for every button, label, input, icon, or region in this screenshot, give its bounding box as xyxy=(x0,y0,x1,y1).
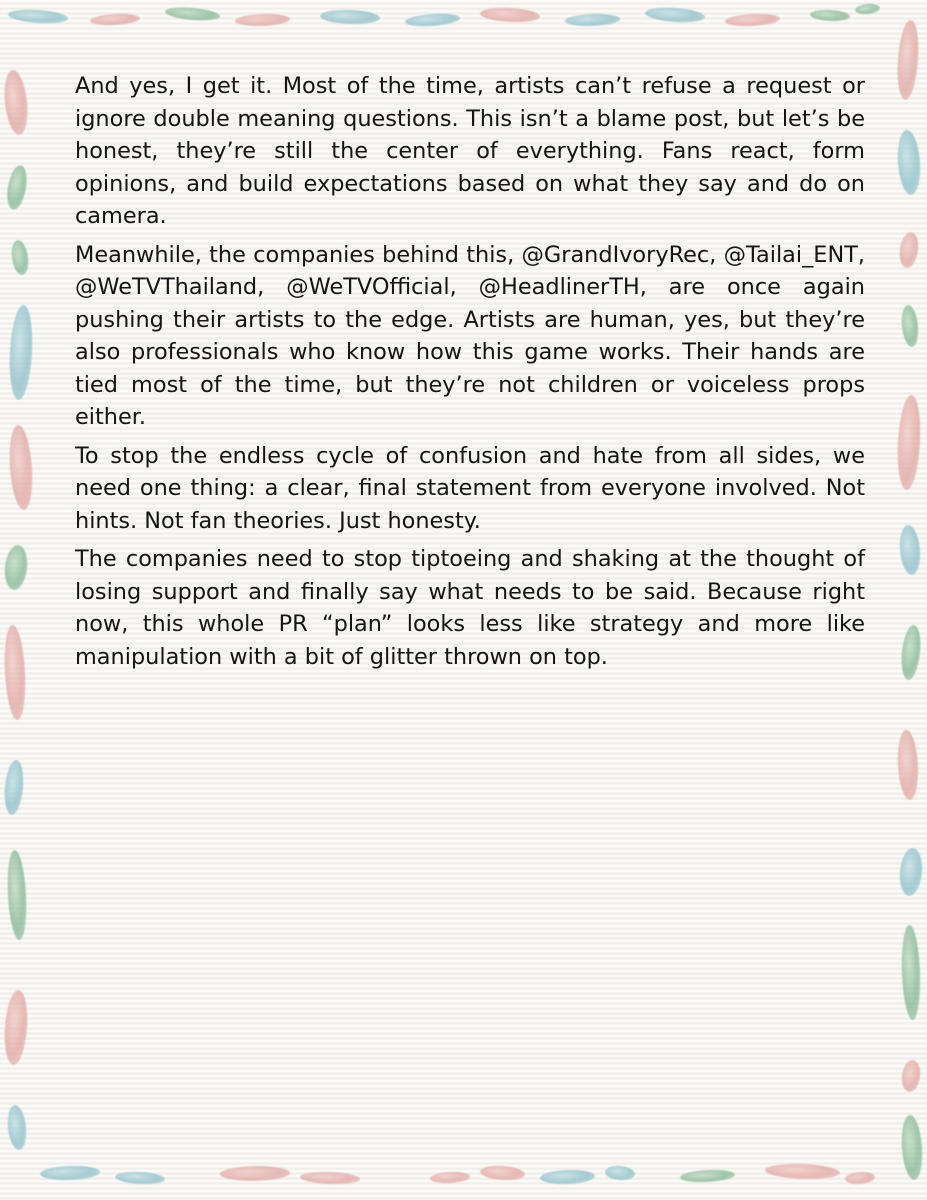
watercolor-stroke xyxy=(10,239,31,276)
watercolor-stroke xyxy=(725,13,781,28)
watercolor-stroke xyxy=(2,69,31,136)
watercolor-stroke xyxy=(896,394,923,490)
paragraph-2: Meanwhile, the companies behind this, @GrandIvoryRec, @Tailai_ENT, @WeTVThailand, @WeTVOfficial, @HeadlinerTH, are once again pushing their artists to the edge. Artists are human, yes, but they’re also professionals who know how this game works. Their hands are tied most of the time, but they’re not children or voiceless props either. xyxy=(75,241,865,430)
watercolor-stroke xyxy=(645,6,706,24)
watercolor-stroke xyxy=(855,3,881,15)
watercolor-stroke xyxy=(6,1104,29,1151)
watercolor-stroke xyxy=(900,1059,922,1093)
watercolor-stroke xyxy=(6,850,29,941)
watercolor-stroke xyxy=(896,730,920,801)
watercolor-stroke xyxy=(900,1114,924,1180)
watercolor-stroke xyxy=(220,1165,290,1181)
watercolor-stroke xyxy=(565,13,620,27)
watercolor-stroke xyxy=(115,1171,166,1186)
watercolor-stroke xyxy=(8,304,35,400)
watercolor-stroke xyxy=(898,847,924,897)
watercolor-stroke xyxy=(900,925,921,1021)
watercolor-stroke xyxy=(898,524,922,576)
watercolor-stroke xyxy=(540,1169,595,1185)
watercolor-stroke xyxy=(845,1171,876,1185)
watercolor-stroke xyxy=(3,625,28,721)
watercolor-stroke xyxy=(300,1171,360,1185)
watercolor-stroke xyxy=(895,19,921,100)
watercolor-stroke xyxy=(2,989,29,1065)
paragraph-3: To stop the endless cycle of confusion and hate from all sides, we need one thing: a clear, final statement from everyone involved. Not hints. Not fan theories. Just honesty. xyxy=(75,442,865,534)
watercolor-stroke xyxy=(165,6,221,23)
watercolor-stroke xyxy=(810,9,851,22)
watercolor-stroke xyxy=(3,544,30,591)
paragraph-1: And yes, I get it. Most of the time, artists can’t refuse a request or ignore double meaning questions. This isn’t a blame post, but let’s be honest, they’re still the center of everything. Fans react, form opinions, and build expectations based on what they say and do on camera. xyxy=(75,73,865,229)
watercolor-stroke xyxy=(4,164,30,211)
watercolor-stroke xyxy=(604,1165,635,1182)
watercolor-stroke xyxy=(680,1169,736,1184)
watercolor-stroke xyxy=(900,304,920,347)
watercolor-stroke xyxy=(899,624,923,681)
watercolor-stroke xyxy=(896,129,922,195)
watercolor-stroke xyxy=(320,9,380,25)
watercolor-stroke xyxy=(430,1171,471,1184)
letter-body xyxy=(75,70,865,679)
watercolor-stroke xyxy=(480,6,541,23)
watercolor-stroke xyxy=(765,1163,840,1181)
paragraph-4: The companies need to stop tiptoeing and shaking at the thought of losing support and finally say what needs to be said. Because right now, this whole PR “plan” looks less like strategy and more like manipulation with a bit of glitter thrown on top. xyxy=(75,546,865,670)
watercolor-stroke xyxy=(235,13,290,27)
watercolor-stroke xyxy=(7,424,35,510)
watercolor-stroke xyxy=(90,13,141,27)
watercolor-stroke xyxy=(3,759,26,815)
watercolor-stroke xyxy=(40,1165,100,1181)
watercolor-stroke xyxy=(480,1164,526,1181)
watercolor-stroke xyxy=(898,231,921,269)
watercolor-stroke xyxy=(405,12,461,28)
watercolor-stroke xyxy=(8,8,69,25)
